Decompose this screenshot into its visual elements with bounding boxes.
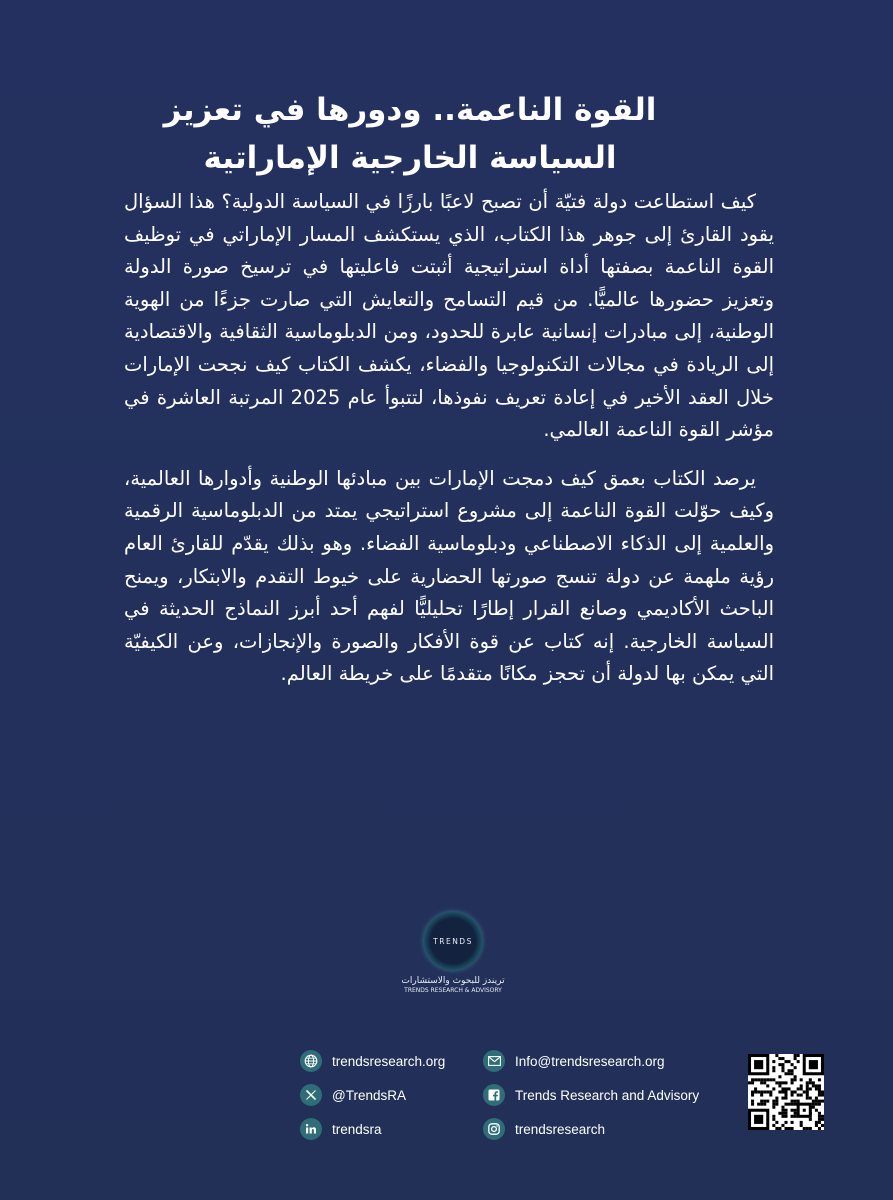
contact-x[interactable]	[300, 1084, 406, 1106]
contact-facebook[interactable]	[483, 1084, 699, 1106]
contact-email[interactable]	[483, 1050, 665, 1072]
logo-word: TRENDS	[433, 936, 473, 946]
globe-icon	[300, 1050, 322, 1072]
title-line-1: القوة الناعمة.. ودورها في تعزيز	[163, 92, 657, 128]
title-line-2: السياسة الخارجية الإماراتية	[203, 140, 617, 176]
email-text: Info@trendsresearch.org	[515, 1053, 665, 1069]
paragraph-2: يرصد الكتاب بعمق كيف دمجت الإمارات بين مبادئها الوطنية وأدوارها العالمية، وكيف حوّلت القوة الناعمة إلى مشروع استراتيجي يمتد من الدبلوماسية الرقمية والعلمية إلى الذكاء الاصطناعي ودبلوماسية الفضاء. وهو بذلك يقدّم للقارئ العام رؤية ملهمة عن دولة تنسج صورتها الحضارية على خيوط التقدم والابتكار، ويمنح الباحث الأكاديمي وصانع القرار إطارًا تحليليًّا لفهم أحد أبرز النماذج الحديثة في السياسة الخارجية. إنه كتاب عن قوة الأفكار والصورة والإنجازات، وعن الكيفيّة التي يمكن بها لدولة أن تحجز مكانًا متقدمًا على خريطة العالم.	[124, 466, 774, 686]
trends-logo	[388, 912, 518, 1004]
x-handle-text: @TrendsRA	[332, 1087, 406, 1103]
book-description	[124, 186, 774, 707]
logo-arabic-name: تريندز للبحوث والاستشارات	[401, 976, 505, 986]
facebook-text: Trends Research and Advisory	[515, 1087, 700, 1103]
x-icon	[300, 1084, 322, 1106]
envelope-icon	[483, 1050, 505, 1072]
website-text: trendsresearch.org	[332, 1053, 446, 1069]
logo-english-name: TRENDS RESEARCH & ADVISORY	[404, 987, 502, 994]
contact-instagram[interactable]	[483, 1118, 605, 1140]
facebook-icon	[483, 1084, 505, 1106]
logo-circle-icon	[424, 912, 482, 970]
contact-linkedin[interactable]	[300, 1118, 382, 1140]
instagram-text: trendsresearch	[515, 1121, 606, 1137]
paragraph-1: كيف استطاعت دولة فتيّة أن تصبح لاعبًا بارزًا في السياسة الدولية؟ هذا السؤال يقود القارئ إلى جوهر هذا الكتاب، الذي يستكشف المسار الإماراتي في توظيف القوة الناعمة بصفتها أداة استراتيجية أثبتت فاعليتها في ترسيخ صورة الدولة وتعزيز حضورها عالميًّا. من قيم التسامح والتعايش التي صارت جزءًا من الهوية الوطنية، إلى مبادرات إنسانية عابرة للحدود، ومن الدبلوماسية الثقافية والاقتصادية إلى الريادة في مجالات التكنولوجيا والفضاء، يكشف الكتاب كيف نجحت الإمارات خلال العقد الأخير في إعادة تعريف نفوذها، لتتبوأ عام 2025 المرتبة العاشرة في مؤشر القوة الناعمة العالمي.	[124, 190, 774, 442]
qr-code[interactable]	[748, 1054, 824, 1130]
contact-website[interactable]	[300, 1050, 445, 1072]
qr-code-icon	[748, 1054, 824, 1130]
linkedin-text: trendsra	[332, 1121, 382, 1137]
instagram-icon	[483, 1118, 505, 1140]
linkedin-icon	[300, 1118, 322, 1140]
page-title	[150, 86, 670, 182]
